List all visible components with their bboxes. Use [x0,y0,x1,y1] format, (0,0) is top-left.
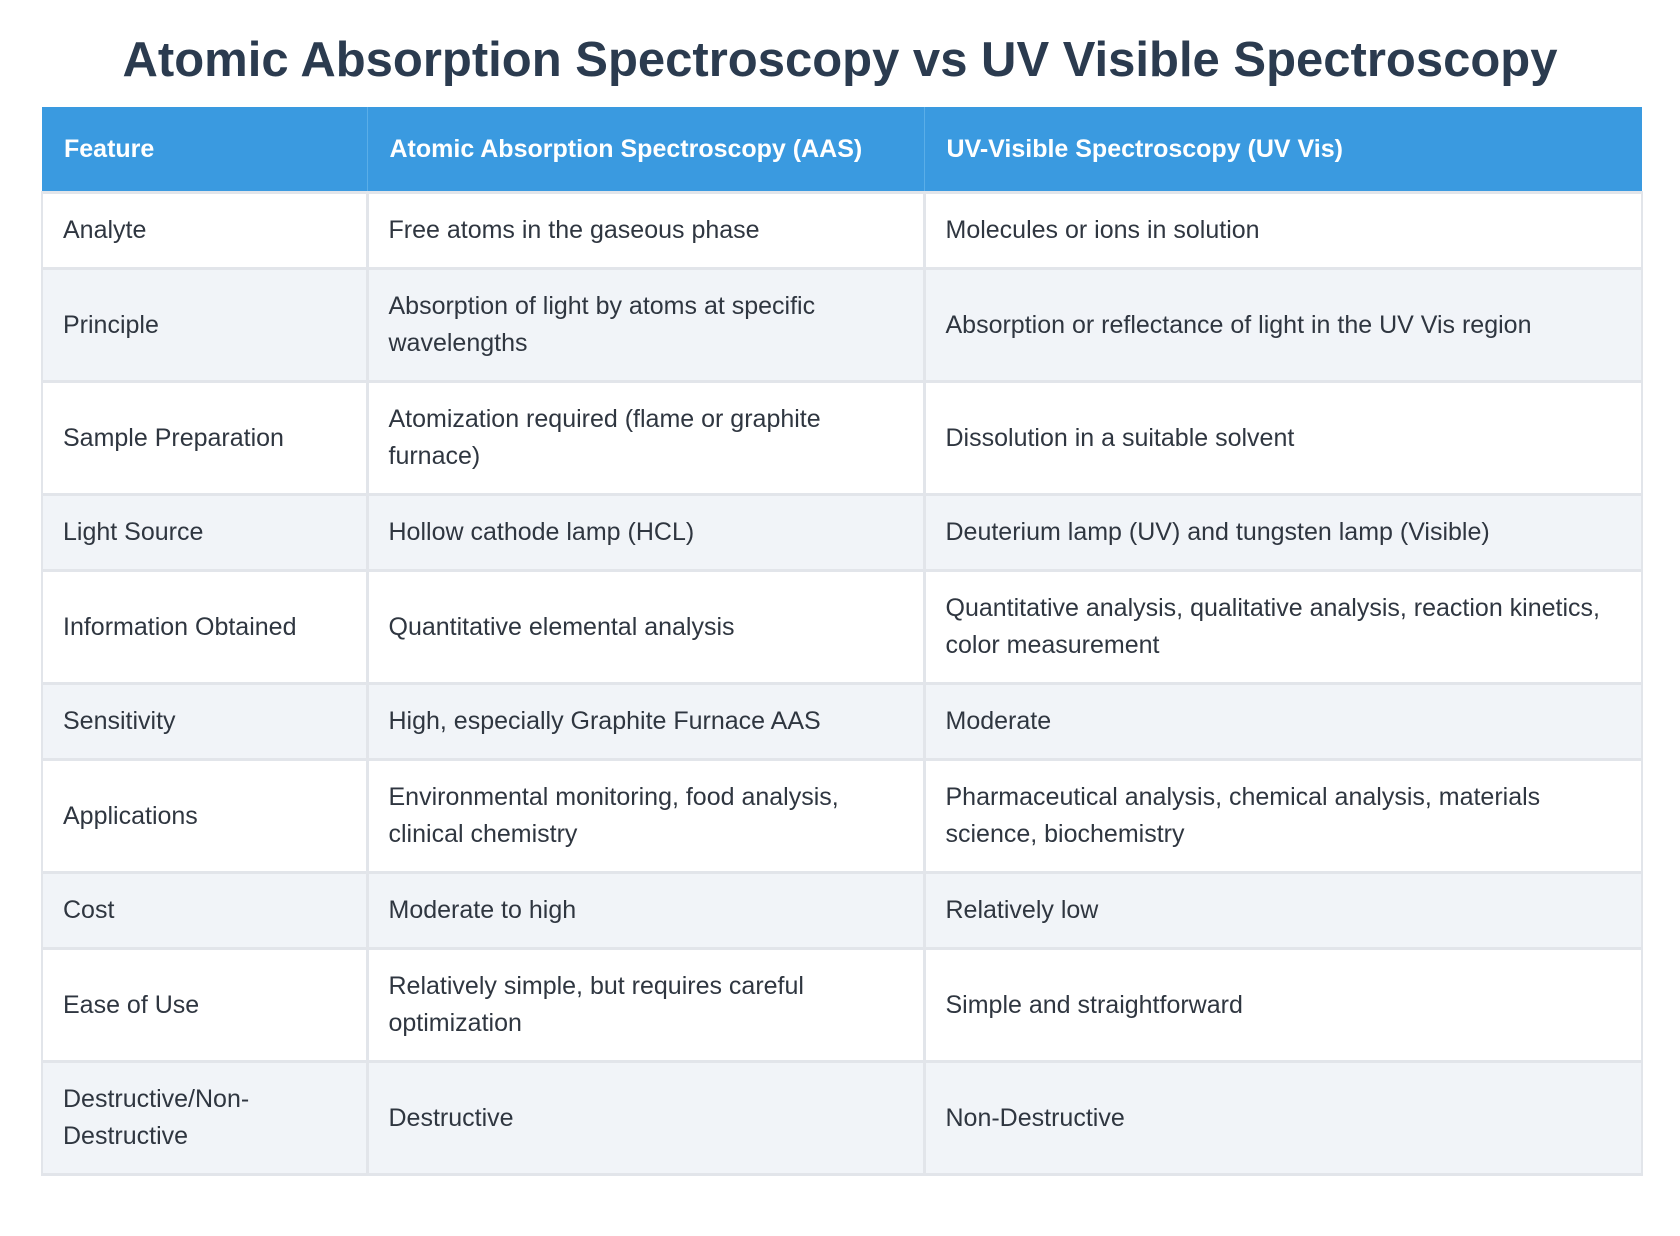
feature-cell: Cost [42,873,367,949]
aas-cell: Hollow cathode lamp (HCL) [367,495,924,571]
aas-cell: Destructive [367,1062,924,1175]
table-row [42,873,1642,949]
feature-cell: Ease of Use [42,949,367,1062]
aas-cell: Atomization required (flame or graphite furnace) [367,382,924,495]
table-row [42,1062,1642,1175]
table-header [42,107,1642,193]
uv-vis-cell: Non-Destructive [924,1062,1642,1175]
table-row [42,949,1642,1062]
comparison-table [41,107,1643,1176]
header-row [42,107,1642,193]
uv-vis-cell: Moderate [924,684,1642,760]
header-feature: Feature [42,107,367,193]
feature-cell: Destructive/Non-Destructive [42,1062,367,1175]
aas-cell: Relatively simple, but requires careful optimization [367,949,924,1062]
table-row [42,571,1642,684]
page-title: Atomic Absorption Spectroscopy vs UV Visible Spectroscopy [122,33,1558,87]
feature-cell: Light Source [42,495,367,571]
table-row [42,269,1642,382]
feature-cell: Principle [42,269,367,382]
aas-cell: Moderate to high [367,873,924,949]
table-row [42,495,1642,571]
feature-cell: Sample Preparation [42,382,367,495]
table-row [42,382,1642,495]
uv-vis-cell: Pharmaceutical analysis, chemical analysis, materials science, biochemistry [924,760,1642,873]
aas-cell: Environmental monitoring, food analysis, clinical chemistry [367,760,924,873]
feature-cell: Applications [42,760,367,873]
comparison-table-container [41,107,1641,1176]
aas-cell: Absorption of light by atoms at specific wavelengths [367,269,924,382]
table-row [42,684,1642,760]
uv-vis-cell: Quantitative analysis, qualitative analysis, reaction kinetics, color measurement [924,571,1642,684]
feature-cell: Analyte [42,193,367,269]
header-aas: Atomic Absorption Spectroscopy (AAS) [367,107,924,193]
uv-vis-cell: Dissolution in a suitable solvent [924,382,1642,495]
table-row [42,193,1642,269]
uv-vis-cell: Simple and straightforward [924,949,1642,1062]
table-body [42,193,1642,1175]
feature-cell: Sensitivity [42,684,367,760]
aas-cell: Free atoms in the gaseous phase [367,193,924,269]
uv-vis-cell: Absorption or reflectance of light in the UV Vis region [924,269,1642,382]
aas-cell: High, especially Graphite Furnace AAS [367,684,924,760]
aas-cell: Quantitative elemental analysis [367,571,924,684]
uv-vis-cell: Deuterium lamp (UV) and tungsten lamp (Visible) [924,495,1642,571]
uv-vis-cell: Relatively low [924,873,1642,949]
table-row [42,760,1642,873]
header-uv-vis: UV-Visible Spectroscopy (UV Vis) [924,107,1642,193]
feature-cell: Information Obtained [42,571,367,684]
uv-vis-cell: Molecules or ions in solution [924,193,1642,269]
